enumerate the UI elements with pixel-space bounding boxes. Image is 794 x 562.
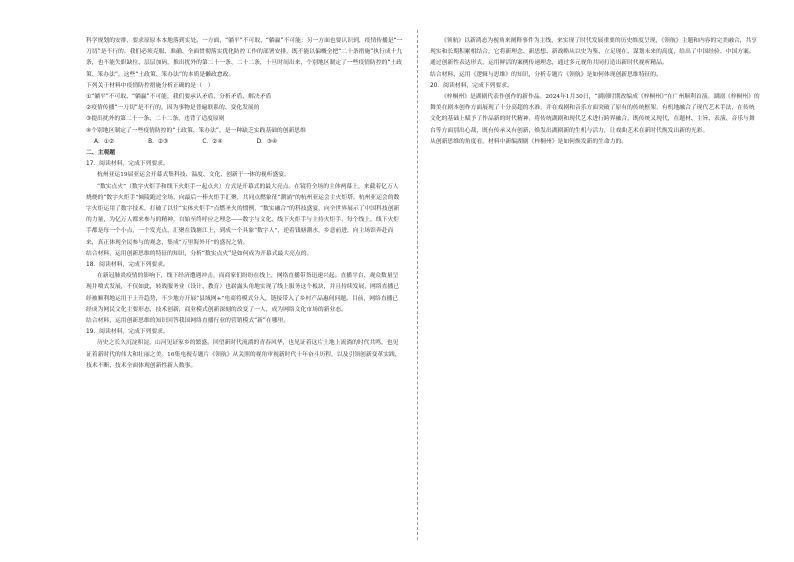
left-column [86, 36, 404, 372]
question-17-prompt: 结合材料，运用创新思维的特征的知识，分析“数实点火”是如何成为开幕式最大亮点的。 [86, 250, 313, 257]
question-17-material-1: 杭州亚运19届亚运会开幕式集科技、温度、文化、创新于一体的视听盛宴。 [97, 172, 290, 179]
question-19-material-cont: 《领航》以新鸿态为视角来阐释事件为主线，来实现了时代发展重要的历史维度呈现，《领航》主题和内容的完美融合，共享现实和长期积累相结合，它将新理念、新思想、新战略从以史为鉴、立足现在、谋划未来的高度，给出了中国经验、中国方案。通过创新性表达形式，运用鲜活的案例传递理念，通过多元视角共同打造出新时代视听精品。 [430, 38, 757, 67]
question-18-prompt: 结合材料，运用创新思维的知识回答我国网络直播行业的营销模式“新”在哪里。 [86, 318, 290, 325]
answer-option-c[interactable]: C．②④ [202, 138, 223, 145]
question-18-title: 18．阅读材料，完成下列要求。 [86, 262, 169, 269]
question-20-material: 《梓桐州》是湖剧代表作创作的新作品。2024年1月30日，“湖剧时期改编成《梓桐州》”在广州顺利首演。湖剧《梓桐州》的舞美在剧本创作方面展现了十分高超的水准，并在戏剧和音乐方面突破了原有的传统框架，有机地融合了现代艺术手法，在传统文化的基础上赋予了作品新的时代精神，将传统湖剧和现代艺术进行跨界融合，既传统又现代，在题材、主旨、表演、音乐与舞台等方面别出心裁，既有传承又有创新，焕发出湖剧新的生机与活力，让戏曲艺术在新时代焕发出新的光彩。 [430, 94, 760, 134]
question-17-material-2: “数实点火”（数字火炬手和线下火炬手一起点火）方式是开幕式的最大亮点。在镜符全场的主体两幕上，来截着亿万人烧烧的“数字火炬手”倾陵跑过全场，向最后一棒火炬手汇聚，共同点燃象征“潮涌”的杭州亚运会主火炬塔。杭州亚运会的数字火炬运用了数字技术，打破了以往“实体火炬手”点燃圣火的惯例，“数实融合”的科技盛宴，向全世界展示了中国科技创新的力量，为亿万人都来参与的精神，自始至终呼应之理念——数字与文化、线下火炬手与主持火炬手，每个线上，线下火炬手都是每一个小点，一个发光点，汇聚在钱塘江上，到成一个具象“数字人”，逆着钱塘潮水，乡意前进，向主场馆奔赴而来，真正体现全民参与的观念，集成“万里海外开”的盛况之情。 [86, 183, 400, 246]
question-19-title: 19．阅读材料，完成下列要求。 [86, 329, 169, 336]
question-18-material: 在新冠肺炎疫情的影响下，线下经济遭遇冲击，而商家们纷纷在线上，网络直播带货迅速兴起。直播平台、观众数量呈现井喷式发展，不仅如此，转战服务业（设计、教育）也崭露头角地实现了线上服务这个板块，并且持续发展，网络直播已经被顺利地运用于上升趋势，不少地方开展“县域网+”电商将模式分入，链接带入了乡村产品惠伺问题。目前，网络直播已经成为网民文化主要形态，技术创新，商业模式创新深刻的改变了一人，成为网络文化市场的新业态。 [86, 273, 400, 313]
option-statement-3: ③提出扰外的第二十一条、二十二条，违背了适度原则 [86, 116, 225, 123]
option-statement-1: ①“躺平”不可取、“躺赢”不可能，我们要承认矛盾、分析矛盾、解决矛盾 [86, 94, 272, 101]
divider-line [417, 30, 418, 540]
question-20-title: 20．阅读材料，完成下列要求。 [430, 82, 513, 89]
question-20-prompt: 从创新思维的角度看，材料中新编湖剧《梓桐州》是如何焕发新的生命力的。 [430, 138, 628, 145]
option-statement-4: ④个别地区制定了一些疫情防控的“土政策、笨办法”，是一种缺乏实践基础的创新思维 [86, 127, 306, 134]
option-statement-2: ②疫情传播“一刀切”是不行的，因为事物是普遍联系的、变化发展的 [86, 105, 260, 112]
question-19-prompt: 结合材料，运用《逻辑与思维》的知识，分析专题片《领航》是如何体现创新思维特征的。 [430, 71, 662, 78]
answer-option-b[interactable]: B．②③ [148, 138, 169, 145]
left-intro-text: 科学规划的安排，要求原原本本地落到实处。一方面，“躺平”不可取、“躺赢”不可能：另一方面也要认识到，疫情传播是“一刀切”是不行的。我们必须克服、准确、全面贯彻落实优化防控工作的部署安排，既不能以偏概全把“二十条措施”执行成十九条，也不能失职缺位、层层加码，推出扰外的第二十一条、二十二条，十旦时间出来，个别地区制定了一些疫情防控的“土政策、笨办法”，这些“土政策、笨办法”的本质是懒政怠政。 [86, 38, 403, 78]
section-heading: 二、主观题 [86, 150, 115, 157]
right-column [430, 36, 760, 148]
question-17-title: 17．阅读材料，完成下列要求。 [86, 161, 169, 168]
question-stem: 下列关于材料中疫情防控措施分析正确的是（ ） [86, 82, 214, 89]
answer-option-a[interactable]: A．①② [94, 138, 115, 145]
answer-options [86, 137, 404, 148]
answer-option-d[interactable]: D．③④ [256, 138, 278, 145]
question-19-material: 历史之长久沉淀积淀，山河见证家乡的繁盛。回望新时代流淌的青春风华，也见证着这片土地上流淌的时代共鸣，也见证着新时代的伟大和壮丽之美。16集电视专题片《领航》从关照的视角审视新时代十年奋斗历程，以及引领创新变革实践，技术不断、技术全面体现创新性新人数事。 [86, 340, 401, 369]
